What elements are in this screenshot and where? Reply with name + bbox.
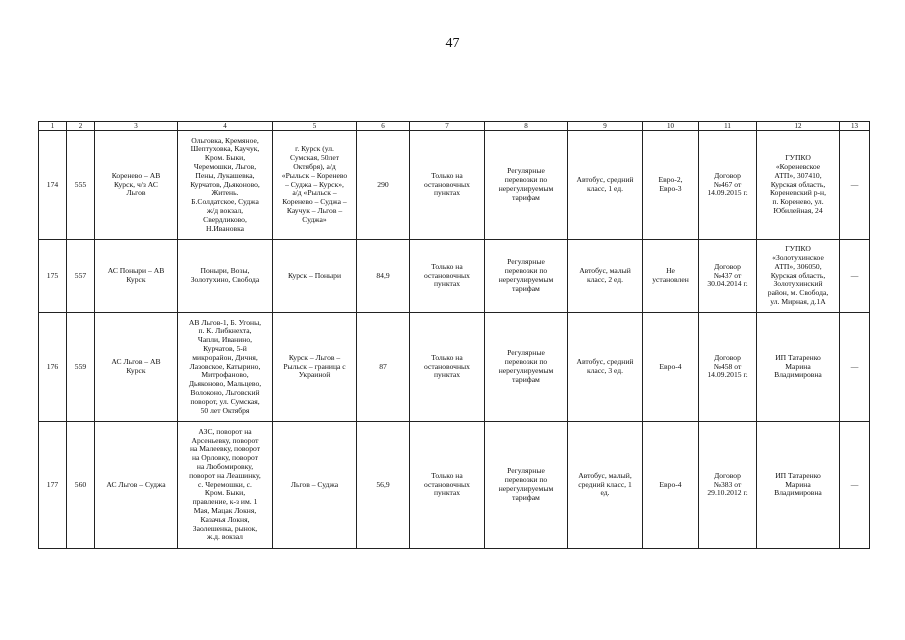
column-header: 4 — [178, 122, 273, 131]
route-length: 87 — [357, 313, 410, 422]
intermediate-stops: Ольговка, Кремяное, Шептуховка, Каучук, Кром. Быки, Черемошки, Льгов, Пены, Лукашевка, Курчатов, Дьяконово, Житень. Б.Солдатское, Суджа ж/д вокзал, Свердликово, Н.Ивановка — [178, 131, 273, 240]
column-header: 7 — [410, 122, 485, 131]
column-header: 1 — [39, 122, 67, 131]
route-length: 84,9 — [357, 240, 410, 313]
stop-order: Только на остановочных пунктах — [410, 131, 485, 240]
tariff-type: Регулярные перевозки по нерегулируемым тарифам — [485, 240, 568, 313]
row-number: 174 — [39, 131, 67, 240]
row-number: 177 — [39, 422, 67, 549]
stop-order: Только на остановочных пунктах — [410, 422, 485, 549]
eco-class: Не установлен — [643, 240, 699, 313]
route-name: АС Льгов – АВ Курск — [95, 313, 178, 422]
route-number: 557 — [67, 240, 95, 313]
vehicle-info: Автобус, малый класс, 2 ед. — [568, 240, 643, 313]
route-length: 56,9 — [357, 422, 410, 549]
tariff-type: Регулярные перевозки по нерегулируемым тарифам — [485, 422, 568, 549]
intermediate-stops: Поныри, Возы, Золотухино, Свобода — [178, 240, 273, 313]
column-header: 10 — [643, 122, 699, 131]
route-name: АС Поныри – АВ Курск — [95, 240, 178, 313]
column-header: 8 — [485, 122, 568, 131]
table-row — [39, 313, 870, 422]
column-header: 9 — [568, 122, 643, 131]
stop-order: Только на остановочных пунктах — [410, 313, 485, 422]
table-row — [39, 422, 870, 549]
row-number: 176 — [39, 313, 67, 422]
tariff-type: Регулярные перевозки по нерегулируемым тарифам — [485, 131, 568, 240]
table-row — [39, 131, 870, 240]
intermediate-stops: АЗС, поворот на Арсеньевку, поворот на Малеевку, поворот на Орловку, поворот на Любомировку, поворот на Леашинку, с. Черемошки, с. Кром. Быки, правление, к-з им. 1 Мая, Мацак Локня, Казачья Локня, Заолешенка, рынок, ж.д. вокзал — [178, 422, 273, 549]
column-header: 5 — [273, 122, 357, 131]
carrier-info: ИП Татаренко Марина Владимировна — [757, 313, 840, 422]
route-name: Коренево – АВ Курск, ч/з АС Льгов — [95, 131, 178, 240]
contract-info: Договор №467 от 14.09.2015 г. — [699, 131, 757, 240]
eco-class: Евро-4 — [643, 422, 699, 549]
carrier-info: ГУПКО «Кореневское АТП», 307410, Курская область, Кореневский р-н, п. Коренево, ул. Юбилейная, 24 — [757, 131, 840, 240]
intermediate-stops: АВ Льгов-1, Б. Угоны, п. К. Либкнехта, Чапли, Иванино, Курчатов, 5-й микрорайон, Дичня, Лазовское, Катырино, Митрофаново, Дьяконово, Мальцево, Волоконо, Льговский поворот, ул. Сумская, 50 лет Октября — [178, 313, 273, 422]
column-header: 12 — [757, 122, 840, 131]
note-cell: — — [840, 240, 870, 313]
column-header: 11 — [699, 122, 757, 131]
contract-info: Договор №437 от 30.04.2014 г. — [699, 240, 757, 313]
table-row — [39, 240, 870, 313]
contract-info: Договор №383 от 29.10.2012 г. — [699, 422, 757, 549]
column-header: 6 — [357, 122, 410, 131]
row-number: 175 — [39, 240, 67, 313]
route-name: АС Льгов – Суджа — [95, 422, 178, 549]
note-cell: — — [840, 422, 870, 549]
route-streets: Курск – Льгов – Рыльск – граница с Украиной — [273, 313, 357, 422]
route-length: 290 — [357, 131, 410, 240]
route-number: 559 — [67, 313, 95, 422]
vehicle-info: Автобус, средний класс, 3 ед. — [568, 313, 643, 422]
route-streets: г. Курск (ул. Сумская, 50лет Октября), а/д «Рыльск – Коренево – Суджа – Курск», а/д «Рыльск – Коренево – Суджа – Каучук – Льгов – Суджа» — [273, 131, 357, 240]
eco-class: Евро-4 — [643, 313, 699, 422]
route-number: 555 — [67, 131, 95, 240]
column-header: 3 — [95, 122, 178, 131]
vehicle-info: Автобус, средний класс, 1 ед. — [568, 131, 643, 240]
note-cell: — — [840, 313, 870, 422]
routes-table — [38, 121, 870, 549]
tariff-type: Регулярные перевозки по нерегулируемым тарифам — [485, 313, 568, 422]
column-header: 13 — [840, 122, 870, 131]
route-number: 560 — [67, 422, 95, 549]
route-streets: Льгов – Суджа — [273, 422, 357, 549]
route-streets: Курск – Поныри — [273, 240, 357, 313]
carrier-info: ГУПКО «Золотухинское АТП», 306050, Курская область, Золотухинский район, м. Свобода, ул. Мирная, д.1А — [757, 240, 840, 313]
header-row — [39, 122, 870, 131]
stop-order: Только на остановочных пунктах — [410, 240, 485, 313]
note-cell: — — [840, 131, 870, 240]
carrier-info: ИП Татаренко Марина Владимировна — [757, 422, 840, 549]
page-number: 47 — [445, 36, 460, 51]
vehicle-info: Автобус, малый, средний класс, 1 ед. — [568, 422, 643, 549]
contract-info: Договор №458 от 14.09.2015 г. — [699, 313, 757, 422]
column-header: 2 — [67, 122, 95, 131]
eco-class: Евро-2, Евро-3 — [643, 131, 699, 240]
